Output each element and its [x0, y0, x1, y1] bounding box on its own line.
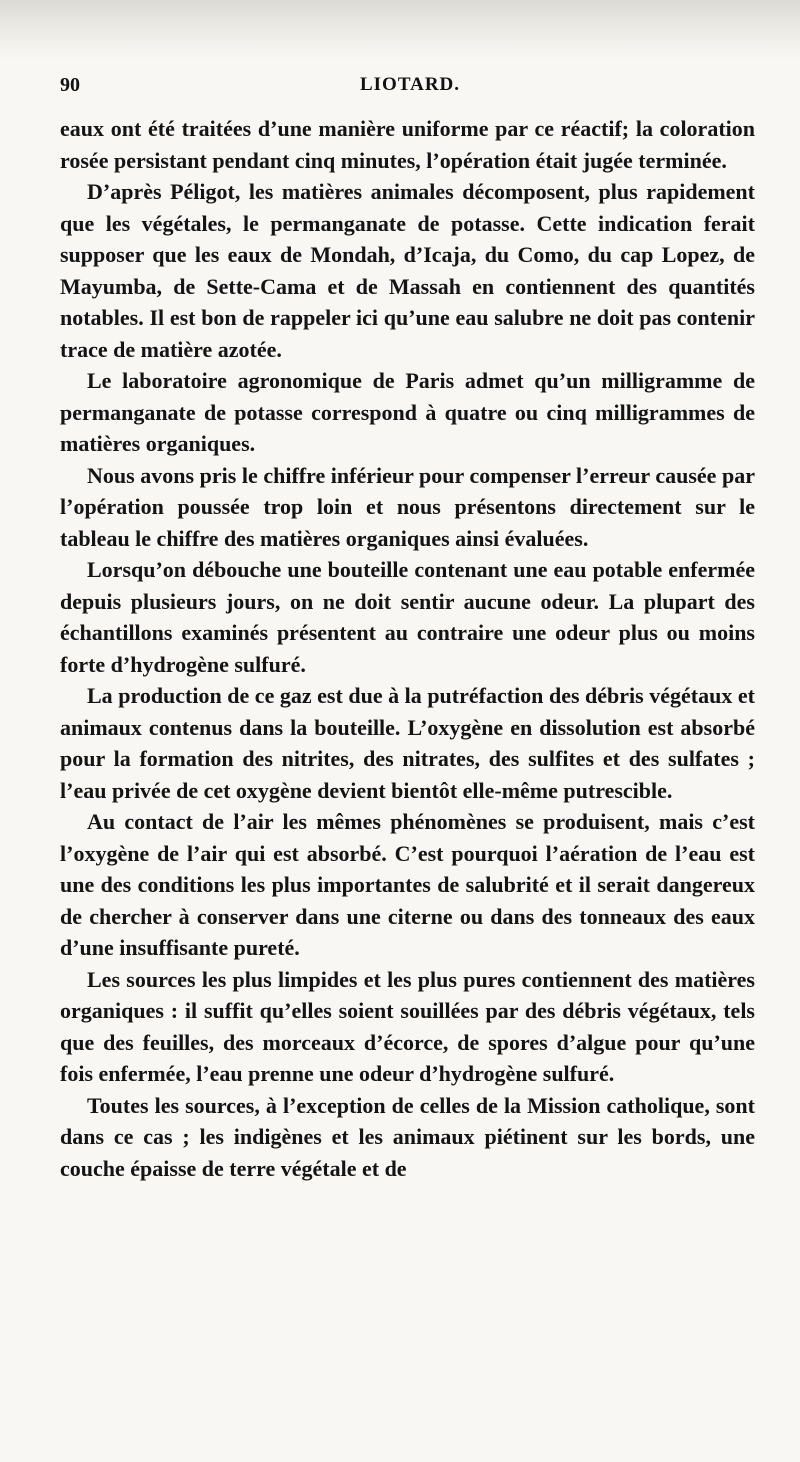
body-text: [60, 113, 755, 1184]
paragraph-1: eaux ont été traitées d’une manière uniforme par ce réactif; la coloration rosée persistant pendant cinq minutes, l’opération était jugée terminée.: [60, 116, 755, 173]
page-header: [60, 74, 760, 104]
page-number: 90: [60, 74, 80, 96]
paragraph-6: La production de ce gaz est due à la putréfaction des débris végétaux et animaux contenus dans la bouteille. L’oxygène en dissolution est absorbé pour la formation des nitrites, des nitrates, des sulfites et des sulfates ; l’eau privée de cet oxygène devient bientôt elle-même putrescible.: [60, 683, 755, 803]
paragraph-2: D’après Péligot, les matières animales décomposent, plus rapidement que les végétales, le permanganate de potasse. Cette indication ferait supposer que les eaux de Mondah, d’Icaja, du Como, du cap Lopez, de Mayumba, de Sette-Cama et de Massah en contiennent des quantités notables. Il est bon de rappeler ici qu’une eau salubre ne doit pas contenir trace de matière azotée.: [60, 179, 755, 362]
paragraph-4: Nous avons pris le chiffre inférieur pour compenser l’erreur causée par l’opération poussée trop loin et nous présentons directement sur le tableau le chiffre des matières organiques ainsi évaluées.: [60, 462, 755, 551]
paragraph-9: Toutes les sources, à l’exception de celles de la Mission catholique, sont dans ce cas ; les indigènes et les animaux piétinent sur les bords, une couche épaisse de terre végétale et de: [60, 1092, 755, 1181]
paragraph-8: Les sources les plus limpides et les plus pures contiennent des matières organiques : il suffit qu’elles soient souillées par des débris végétaux, tels que des feuilles, des morceaux d’écorce, de spores d’algue pour qu’une fois enfermée, l’eau prenne une odeur d’hydrogène sulfuré.: [60, 966, 755, 1086]
paragraph-5: Lorsqu’on débouche une bouteille contenant une eau potable enfermée depuis plusieurs jours, on ne doit sentir aucune odeur. La plupart des échantillons examinés présentent au contraire une odeur plus ou moins forte d’hydrogène sulfuré.: [60, 557, 755, 677]
paragraph-7: Au contact de l’air les mêmes phénomènes se produisent, mais c’est l’oxygène de l’air qui est absorbé. C’est pourquoi l’aération de l’eau est une des conditions les plus importantes de salubrité et il serait dangereux de chercher à conserver dans une citerne ou dans des tonneaux des eaux d’une insuffisante pureté.: [60, 809, 755, 960]
paragraph-3: Le laboratoire agronomique de Paris admet qu’un milligramme de permanganate de potasse correspond à quatre ou cinq milligrammes de matières organiques.: [60, 368, 755, 456]
running-head: LIOTARD.: [359, 74, 461, 95]
